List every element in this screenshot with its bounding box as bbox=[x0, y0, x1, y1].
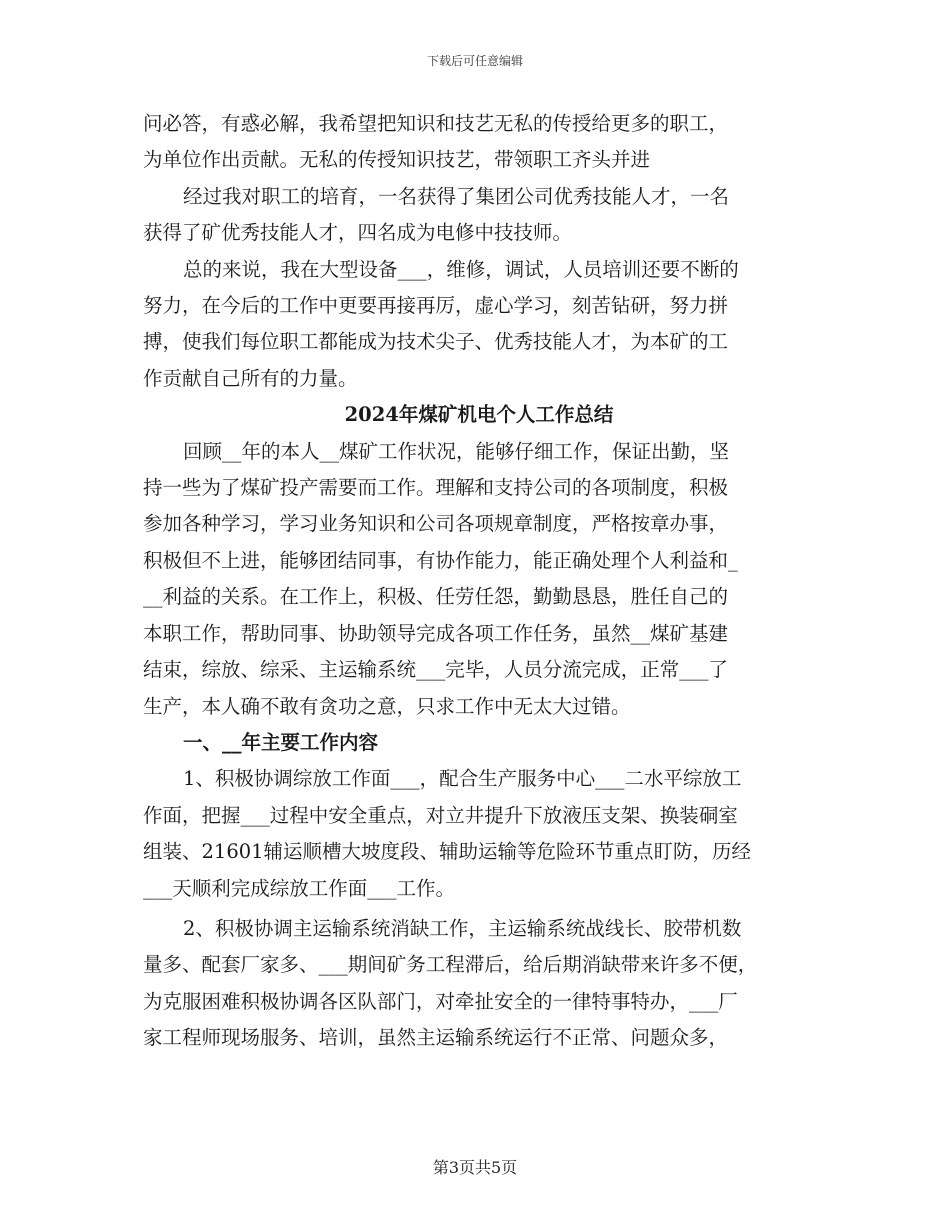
text-line: 生产，本人确不敢有贪功之意，只求工作中无太大过错。 bbox=[143, 694, 631, 718]
text-line: 作面，把握___过程中安全重点，对立井提升下放液压支架、换装硐室 bbox=[143, 803, 738, 827]
text-line: 本职工作，帮助同事、协助领导完成各项工作任务，虽然__煤矿基建 bbox=[143, 621, 729, 645]
document-body bbox=[143, 106, 815, 1057]
text-line: 回顾__年的本人__煤矿工作状况，能够仔细工作，保证出勤，坚 bbox=[183, 439, 730, 463]
text-line: 参加各种学习，学习业务知识和公司各项规章制度，严格按章办事， bbox=[143, 512, 729, 536]
text-line: __利益的关系。在工作上，积极、任劳任怨，勤勤恳恳，胜任自己的 bbox=[143, 585, 729, 609]
text-line: 获得了矿优秀技能人才，四名成为电修中技技师。 bbox=[143, 221, 573, 245]
text-line: 努力，在今后的工作中更要再接再厉，虚心学习，刻苦钻研，努力拼 bbox=[143, 294, 729, 318]
text-line: 积极但不上进，能够团结同事，有协作能力，能正确处理个人利益和_ bbox=[143, 548, 738, 572]
text-line: 总的来说，我在大型设备___，维修，调试，人员培训还要不断的 bbox=[183, 257, 739, 281]
text-line: 为单位作出贡献。无私的传授知识技艺，带领职工齐头并进 bbox=[143, 148, 651, 172]
text-line: 搏，使我们每位职工都能成为技术尖子、优秀技能人才，为本矿的工 bbox=[143, 330, 729, 354]
text-line: 量多、配套厂家多、___期间矿务工程滞后，给后期消缺带来许多不便， bbox=[143, 953, 758, 977]
text-line: ___天顺利完成综放工作面___工作。 bbox=[143, 876, 456, 900]
text-line: 2、积极协调主运输系统消缺工作，主运输系统战线长、胶带机数 bbox=[183, 916, 742, 940]
text-line: 作贡献自己所有的力量。 bbox=[143, 366, 358, 390]
text-line: 持一些为了煤矿投产需要而工作。理解和支持公司的各项制度，积极 bbox=[143, 476, 729, 500]
text-line: 组装、21601辅运顺槽大坡度段、辅助运输等危险环节重点盯防，历经 bbox=[143, 840, 752, 864]
text-line: 为克服困难积极协调各区队部门，对牵扯安全的一律特事特办，___厂 bbox=[143, 989, 738, 1013]
text-line: 1、积极协调综放工作面___，配合生产服务中心___二水平综放工 bbox=[183, 767, 742, 791]
text-line: 结束，综放、综采、主运输系统___完毕，人员分流完成，正常___了 bbox=[143, 658, 729, 682]
text-line: 家工程师现场服务、培训，虽然主运输系统运行不正常、问题众多， bbox=[143, 1026, 729, 1050]
text-line: 问必答，有惑必解，我希望把知识和技艺无私的传授给更多的职工， bbox=[143, 112, 729, 135]
text-line: 经过我对职工的培育，一名获得了集团公司优秀技能人才，一名 bbox=[183, 184, 730, 208]
section-heading: 一、__年主要工作内容 bbox=[183, 730, 379, 754]
page-header: 下载后可任意编辑 bbox=[426, 54, 523, 68]
document-title: 2024年煤矿机电个人工作总结 bbox=[344, 403, 614, 427]
page-footer: 第3页共5页 bbox=[432, 1158, 518, 1177]
